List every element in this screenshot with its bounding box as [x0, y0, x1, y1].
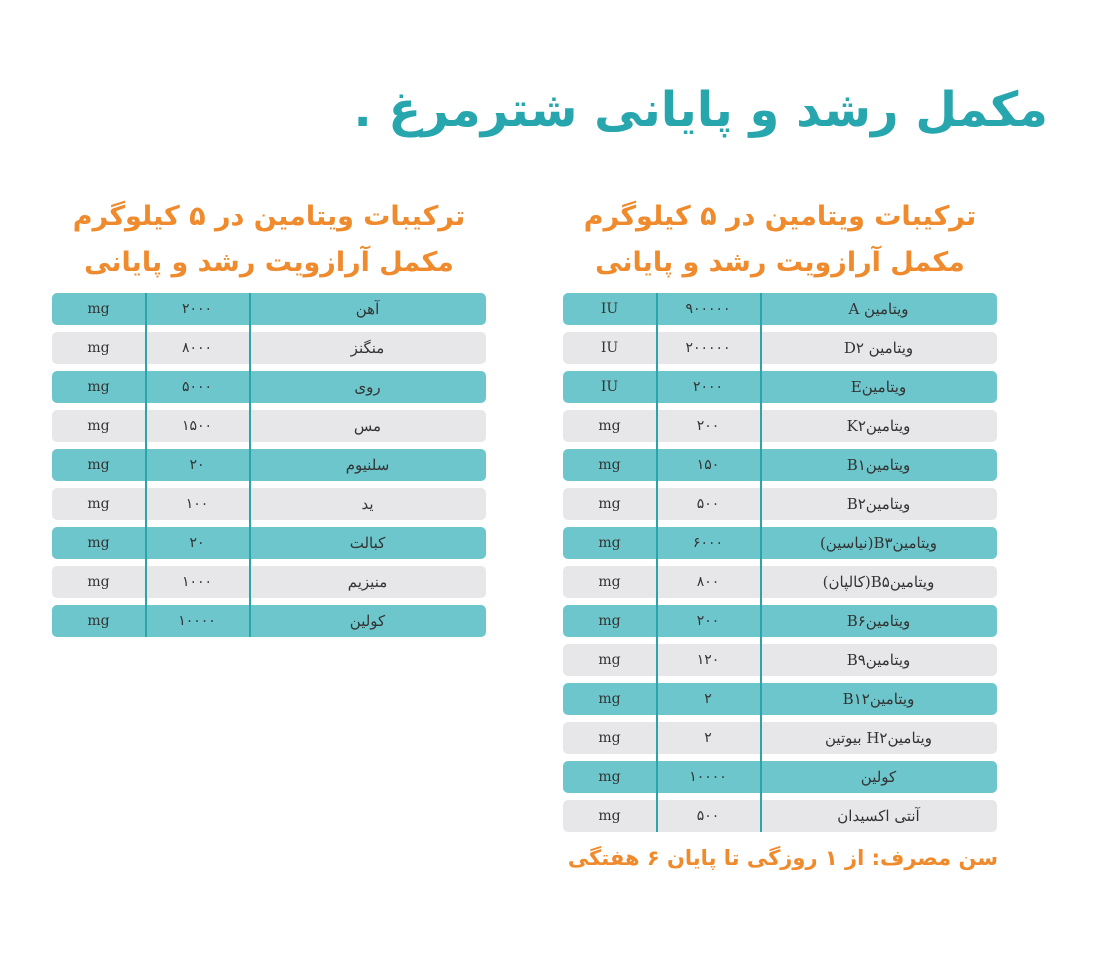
- minerals-title-line1: ترکیبات ویتامین در ۵ کیلوگرم: [72, 201, 466, 232]
- unit-cell: mg: [598, 808, 621, 824]
- table-row: [563, 722, 997, 754]
- ingredient-name-cell: ویتامینB۶: [846, 612, 911, 630]
- unit-cell: mg: [598, 574, 621, 590]
- table-row: [52, 371, 486, 403]
- unit-cell: mg: [87, 535, 110, 551]
- ingredient-name-cell: ویتامینB۲: [846, 495, 911, 513]
- unit-cell: IU: [600, 340, 619, 356]
- table-row: [563, 488, 997, 520]
- amount-cell: ۲: [704, 730, 712, 746]
- unit-cell: mg: [598, 691, 621, 707]
- amount-cell: ۵۰۰: [696, 808, 720, 824]
- ingredient-name-cell: ویتامینE: [850, 378, 907, 396]
- vitamins-title-line1: ترکیبات ویتامین در ۵ کیلوگرم: [583, 201, 977, 232]
- amount-cell: ۵۰۰۰: [181, 379, 213, 395]
- minerals-table: [52, 293, 486, 637]
- ingredient-name-cell: ید: [361, 495, 374, 513]
- usage-age-note: سن مصرف: از ۱ روزگی تا پایان ۶ هفتگی: [567, 846, 998, 870]
- unit-cell: mg: [598, 730, 621, 746]
- unit-cell: mg: [598, 535, 621, 551]
- table-row: [563, 644, 997, 676]
- amount-cell: ۲۰۰۰: [692, 379, 724, 395]
- ingredient-name-cell: ویتامینB۹: [846, 651, 911, 669]
- amount-cell: ۵۰۰: [696, 496, 720, 512]
- ingredient-name-cell: ویتامینB۵(کالپان): [822, 573, 935, 591]
- amount-cell: ۱۲۰: [696, 652, 720, 668]
- unit-cell: IU: [600, 301, 619, 317]
- table-row: [563, 566, 997, 598]
- amount-cell: ۸۰۰۰: [181, 340, 213, 356]
- amount-cell: ۱۰۰: [185, 496, 209, 512]
- table-row: [563, 332, 997, 364]
- table-row: [563, 527, 997, 559]
- table-row: [52, 566, 486, 598]
- unit-cell: mg: [87, 418, 110, 434]
- unit-cell: mg: [598, 457, 621, 473]
- table-row: [52, 449, 486, 481]
- table-row: [563, 800, 997, 832]
- ingredient-name-cell: ویتامینB۱: [846, 456, 911, 474]
- amount-cell: ۱۵۰: [696, 457, 720, 473]
- table-row: [563, 449, 997, 481]
- ingredient-name-cell: ویتامینH۲ بیوتین: [825, 729, 932, 747]
- page-title: مکمل رشد و پایانی شترمرغ .: [353, 82, 1048, 138]
- amount-cell: ۹۰۰۰۰۰: [685, 301, 731, 317]
- amount-cell: ۲۰: [189, 457, 205, 473]
- amount-cell: ۲۰۰۰۰۰: [685, 340, 731, 356]
- amount-column-divider: [249, 293, 251, 637]
- ingredient-name-cell: کولین: [349, 612, 386, 630]
- ingredient-name-cell: ویتامینB۱۲: [842, 690, 915, 708]
- amount-cell: ۸۰۰: [696, 574, 720, 590]
- table-row: [563, 371, 997, 403]
- vitamins-panel-title: [563, 194, 997, 286]
- table-row: [563, 605, 997, 637]
- table-row: [52, 488, 486, 520]
- ingredient-name-cell: ویتامین D۲: [843, 339, 914, 357]
- ingredient-name-cell: روی: [354, 378, 381, 396]
- table-row: [52, 293, 486, 325]
- unit-cell: mg: [87, 301, 110, 317]
- amount-cell: ۱۰۰۰: [181, 574, 213, 590]
- table-row: [52, 605, 486, 637]
- table-row: [563, 293, 997, 325]
- amount-cell: ۲۰۰۰: [181, 301, 213, 317]
- unit-cell: mg: [598, 652, 621, 668]
- amount-column-divider: [760, 293, 762, 832]
- unit-cell: mg: [87, 340, 110, 356]
- ingredient-name-cell: ویتامینK۲: [846, 417, 911, 435]
- amount-cell: ۲۰۰: [696, 418, 720, 434]
- amount-cell: ۲۰: [189, 535, 205, 551]
- minerals-panel-title: [52, 194, 486, 286]
- amount-cell: ۲۰۰: [696, 613, 720, 629]
- minerals-title-line2: مکمل آرازویت رشد و پایانی: [84, 247, 454, 278]
- ingredient-name-cell: منگنز: [350, 339, 385, 357]
- unit-cell: mg: [598, 769, 621, 785]
- table-row: [563, 410, 997, 442]
- ingredient-name-cell: منیزیم: [347, 573, 388, 591]
- ingredient-name-cell: ویتامینB۳(نیاسین): [819, 534, 938, 552]
- unit-cell: IU: [600, 379, 619, 395]
- ingredient-name-cell: ویتامین A: [848, 300, 909, 318]
- ingredient-name-cell: مس: [353, 417, 382, 435]
- ingredient-name-cell: آنتی اکسیدان: [837, 807, 920, 825]
- vitamins-table: [563, 293, 997, 832]
- unit-column-divider: [145, 293, 147, 637]
- amount-cell: ۶۰۰۰: [692, 535, 724, 551]
- table-row: [563, 683, 997, 715]
- unit-cell: mg: [87, 457, 110, 473]
- amount-cell: ۱۰۰۰۰: [178, 613, 216, 629]
- vitamins-title-line2: مکمل آرازویت رشد و پایانی: [595, 247, 965, 278]
- table-row: [52, 332, 486, 364]
- table-row: [563, 761, 997, 793]
- unit-cell: mg: [87, 496, 110, 512]
- unit-column-divider: [656, 293, 658, 832]
- unit-cell: mg: [598, 613, 621, 629]
- ingredient-name-cell: آهن: [355, 300, 380, 318]
- ingredient-name-cell: کولین: [860, 768, 897, 786]
- table-row: [52, 410, 486, 442]
- unit-cell: mg: [87, 613, 110, 629]
- table-row: [52, 527, 486, 559]
- ingredient-name-cell: سلنیوم: [345, 456, 390, 474]
- unit-cell: mg: [598, 418, 621, 434]
- amount-cell: ۱۵۰۰: [181, 418, 213, 434]
- amount-cell: ۲: [704, 691, 712, 707]
- unit-cell: mg: [87, 379, 110, 395]
- ingredient-name-cell: کبالت: [349, 534, 386, 552]
- amount-cell: ۱۰۰۰۰: [689, 769, 727, 785]
- unit-cell: mg: [598, 496, 621, 512]
- unit-cell: mg: [87, 574, 110, 590]
